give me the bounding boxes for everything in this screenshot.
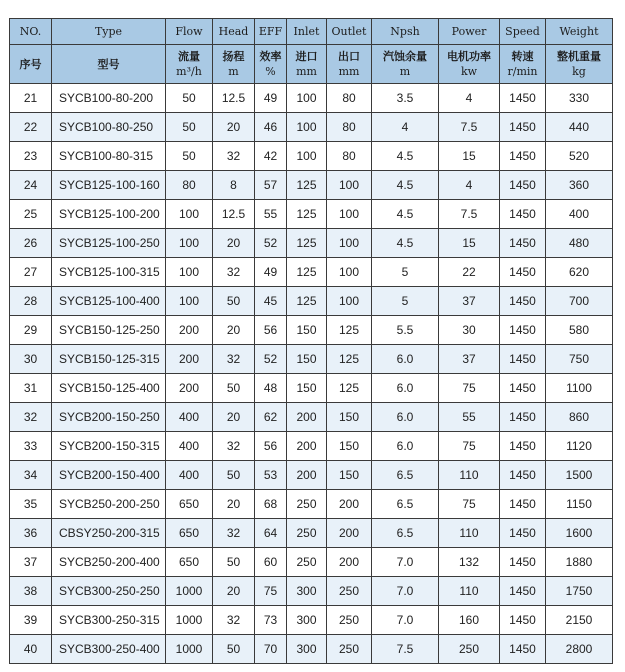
cell-inlet: 125	[287, 171, 327, 200]
cell-type: SYCB100-80-200	[52, 84, 166, 113]
header-inlet: Inlet	[287, 19, 327, 45]
cell-outlet: 100	[327, 200, 372, 229]
cell-inlet: 250	[287, 548, 327, 577]
cell-flow: 50	[166, 113, 213, 142]
cell-eff: 56	[255, 432, 287, 461]
cell-inlet: 150	[287, 345, 327, 374]
cell-weight: 440	[546, 113, 613, 142]
cell-flow: 400	[166, 403, 213, 432]
cell-type: SYCB125-100-200	[52, 200, 166, 229]
cell-npsh: 6.0	[372, 403, 439, 432]
header-zh-name: 进口	[295, 50, 318, 63]
cell-type: SYCB300-250-315	[52, 606, 166, 635]
cell-no: 26	[10, 229, 52, 258]
cell-power: 75	[439, 374, 500, 403]
cell-outlet: 150	[327, 432, 372, 461]
cell-flow: 1000	[166, 635, 213, 664]
cell-head: 8	[213, 171, 255, 200]
cell-speed: 1450	[500, 345, 546, 374]
pump-spec-table	[9, 18, 613, 664]
table-row	[10, 113, 613, 142]
cell-npsh: 4.5	[372, 171, 439, 200]
header-head: Head	[213, 19, 255, 45]
cell-inlet: 100	[287, 113, 327, 142]
header-zh-unit: %	[265, 65, 276, 78]
cell-speed: 1450	[500, 577, 546, 606]
cell-speed: 1450	[500, 548, 546, 577]
cell-flow: 1000	[166, 577, 213, 606]
header-zh-name: 出口	[338, 50, 360, 63]
cell-speed: 1450	[500, 606, 546, 635]
cell-head: 32	[213, 345, 255, 374]
cell-weight: 400	[546, 200, 613, 229]
cell-type: SYCB150-125-400	[52, 374, 166, 403]
cell-power: 110	[439, 519, 500, 548]
cell-weight: 1880	[546, 548, 613, 577]
header-zh-speed	[500, 45, 546, 84]
cell-head: 32	[213, 258, 255, 287]
cell-speed: 1450	[500, 316, 546, 345]
cell-speed: 1450	[500, 490, 546, 519]
cell-outlet: 200	[327, 490, 372, 519]
cell-no: 33	[10, 432, 52, 461]
cell-eff: 49	[255, 84, 287, 113]
header-zh-name: 扬程	[222, 50, 245, 63]
cell-npsh: 4.5	[372, 229, 439, 258]
cell-outlet: 100	[327, 287, 372, 316]
cell-power: 160	[439, 606, 500, 635]
header-zh-unit: m	[399, 65, 411, 78]
cell-weight: 330	[546, 84, 613, 113]
cell-outlet: 125	[327, 374, 372, 403]
header-zh-type	[52, 45, 166, 84]
cell-type: SYCB300-250-400	[52, 635, 166, 664]
cell-weight: 860	[546, 403, 613, 432]
cell-no: 36	[10, 519, 52, 548]
header-zh-name: 型号	[97, 57, 120, 71]
header-zh-name: 转速	[511, 50, 534, 63]
cell-npsh: 6.5	[372, 461, 439, 490]
cell-no: 25	[10, 200, 52, 229]
cell-flow: 650	[166, 548, 213, 577]
cell-weight: 2150	[546, 606, 613, 635]
cell-outlet: 250	[327, 606, 372, 635]
cell-power: 132	[439, 548, 500, 577]
cell-weight: 1100	[546, 374, 613, 403]
cell-inlet: 200	[287, 403, 327, 432]
cell-eff: 75	[255, 577, 287, 606]
table-row	[10, 403, 613, 432]
cell-type: SYCB250-200-250	[52, 490, 166, 519]
cell-eff: 60	[255, 548, 287, 577]
table-row	[10, 258, 613, 287]
cell-head: 20	[213, 490, 255, 519]
cell-npsh: 6.0	[372, 345, 439, 374]
cell-head: 50	[213, 461, 255, 490]
cell-weight: 1600	[546, 519, 613, 548]
cell-no: 37	[10, 548, 52, 577]
cell-power: 7.5	[439, 200, 500, 229]
cell-head: 20	[213, 577, 255, 606]
header-zh-flow	[166, 45, 213, 84]
cell-eff: 57	[255, 171, 287, 200]
cell-flow: 100	[166, 287, 213, 316]
cell-head: 20	[213, 316, 255, 345]
cell-speed: 1450	[500, 200, 546, 229]
cell-speed: 1450	[500, 258, 546, 287]
header-no: NO.	[10, 19, 52, 45]
cell-inlet: 100	[287, 142, 327, 171]
cell-no: 34	[10, 461, 52, 490]
table-row	[10, 287, 613, 316]
cell-power: 15	[439, 142, 500, 171]
cell-head: 12.5	[213, 200, 255, 229]
header-zh-unit: r/min	[507, 65, 538, 78]
cell-npsh: 4.5	[372, 142, 439, 171]
cell-weight: 750	[546, 345, 613, 374]
cell-power: 22	[439, 258, 500, 287]
cell-type: SYCB125-100-160	[52, 171, 166, 200]
cell-eff: 48	[255, 374, 287, 403]
cell-weight: 360	[546, 171, 613, 200]
cell-head: 50	[213, 374, 255, 403]
cell-no: 35	[10, 490, 52, 519]
cell-weight: 580	[546, 316, 613, 345]
cell-inlet: 300	[287, 635, 327, 664]
cell-no: 32	[10, 403, 52, 432]
cell-speed: 1450	[500, 432, 546, 461]
cell-eff: 53	[255, 461, 287, 490]
cell-no: 39	[10, 606, 52, 635]
cell-outlet: 250	[327, 577, 372, 606]
cell-outlet: 250	[327, 635, 372, 664]
cell-eff: 46	[255, 113, 287, 142]
cell-flow: 650	[166, 519, 213, 548]
cell-inlet: 150	[287, 374, 327, 403]
cell-npsh: 7.0	[372, 548, 439, 577]
cell-no: 31	[10, 374, 52, 403]
cell-flow: 400	[166, 461, 213, 490]
cell-inlet: 125	[287, 258, 327, 287]
cell-eff: 62	[255, 403, 287, 432]
table-row	[10, 635, 613, 664]
header-zh-name: 汽蚀余量	[383, 50, 427, 63]
cell-inlet: 200	[287, 461, 327, 490]
cell-outlet: 100	[327, 258, 372, 287]
table-row	[10, 229, 613, 258]
cell-speed: 1450	[500, 403, 546, 432]
header-zh-weight	[546, 45, 613, 84]
header-zh-name: 效率	[259, 50, 282, 63]
cell-npsh: 7.0	[372, 606, 439, 635]
cell-inlet: 100	[287, 84, 327, 113]
cell-weight: 2800	[546, 635, 613, 664]
cell-eff: 52	[255, 345, 287, 374]
cell-inlet: 300	[287, 577, 327, 606]
header-zh-name: 整机重量	[557, 50, 601, 63]
cell-speed: 1450	[500, 635, 546, 664]
header-zh-unit: kg	[572, 65, 586, 78]
cell-flow: 80	[166, 171, 213, 200]
cell-npsh: 5	[372, 258, 439, 287]
cell-speed: 1450	[500, 113, 546, 142]
cell-eff: 52	[255, 229, 287, 258]
cell-outlet: 150	[327, 461, 372, 490]
header-flow: Flow	[166, 19, 213, 45]
cell-head: 12.5	[213, 84, 255, 113]
cell-no: 30	[10, 345, 52, 374]
header-zh-power	[439, 45, 500, 84]
cell-power: 37	[439, 345, 500, 374]
cell-no: 24	[10, 171, 52, 200]
cell-inlet: 150	[287, 316, 327, 345]
header-zh-unit: mm	[296, 65, 317, 78]
table-row	[10, 84, 613, 113]
header-zh-name: 流量	[178, 50, 200, 63]
cell-type: SYCB200-150-250	[52, 403, 166, 432]
cell-weight: 1120	[546, 432, 613, 461]
table-row	[10, 316, 613, 345]
cell-type: SYCB100-80-315	[52, 142, 166, 171]
cell-outlet: 100	[327, 171, 372, 200]
cell-outlet: 80	[327, 84, 372, 113]
cell-type: SYCB125-100-400	[52, 287, 166, 316]
cell-npsh: 7.0	[372, 577, 439, 606]
cell-inlet: 250	[287, 519, 327, 548]
table-row	[10, 606, 613, 635]
header-zh-unit: mm	[338, 65, 360, 78]
cell-head: 20	[213, 113, 255, 142]
cell-outlet: 125	[327, 316, 372, 345]
cell-eff: 64	[255, 519, 287, 548]
cell-type: SYCB200-150-315	[52, 432, 166, 461]
cell-speed: 1450	[500, 461, 546, 490]
cell-power: 30	[439, 316, 500, 345]
header-row-english	[10, 19, 613, 45]
cell-type: SYCB125-100-315	[52, 258, 166, 287]
cell-flow: 200	[166, 316, 213, 345]
cell-npsh: 4.5	[372, 200, 439, 229]
cell-power: 4	[439, 84, 500, 113]
cell-outlet: 100	[327, 229, 372, 258]
header-eff: EFF	[255, 19, 287, 45]
header-zh-name: 序号	[19, 57, 42, 71]
cell-no: 29	[10, 316, 52, 345]
cell-head: 50	[213, 635, 255, 664]
cell-eff: 70	[255, 635, 287, 664]
cell-head: 20	[213, 403, 255, 432]
cell-flow: 400	[166, 432, 213, 461]
cell-type: CBSY250-200-315	[52, 519, 166, 548]
cell-no: 28	[10, 287, 52, 316]
cell-type: SYCB200-150-400	[52, 461, 166, 490]
cell-head: 32	[213, 432, 255, 461]
cell-type: SYCB150-125-250	[52, 316, 166, 345]
cell-power: 55	[439, 403, 500, 432]
cell-outlet: 150	[327, 403, 372, 432]
header-speed: Speed	[500, 19, 546, 45]
cell-npsh: 6.0	[372, 432, 439, 461]
cell-inlet: 125	[287, 200, 327, 229]
header-type: Type	[52, 19, 166, 45]
cell-eff: 45	[255, 287, 287, 316]
cell-npsh: 6.5	[372, 519, 439, 548]
cell-npsh: 3.5	[372, 84, 439, 113]
cell-flow: 100	[166, 229, 213, 258]
cell-no: 27	[10, 258, 52, 287]
cell-outlet: 200	[327, 519, 372, 548]
cell-flow: 100	[166, 200, 213, 229]
table-row	[10, 374, 613, 403]
header-zh-head	[213, 45, 255, 84]
cell-outlet: 80	[327, 142, 372, 171]
header-zh-no	[10, 45, 52, 84]
cell-weight: 1150	[546, 490, 613, 519]
cell-eff: 55	[255, 200, 287, 229]
table-body	[10, 84, 613, 664]
header-weight: Weight	[546, 19, 613, 45]
cell-outlet: 125	[327, 345, 372, 374]
cell-npsh: 6.0	[372, 374, 439, 403]
cell-weight: 480	[546, 229, 613, 258]
cell-power: 4	[439, 171, 500, 200]
cell-speed: 1450	[500, 229, 546, 258]
table-row	[10, 461, 613, 490]
cell-no: 23	[10, 142, 52, 171]
cell-power: 37	[439, 287, 500, 316]
cell-type: SYCB300-250-250	[52, 577, 166, 606]
cell-type: SYCB250-200-400	[52, 548, 166, 577]
cell-weight: 700	[546, 287, 613, 316]
cell-speed: 1450	[500, 287, 546, 316]
table-row	[10, 200, 613, 229]
cell-eff: 42	[255, 142, 287, 171]
cell-power: 15	[439, 229, 500, 258]
cell-type: SYCB125-100-250	[52, 229, 166, 258]
cell-head: 32	[213, 606, 255, 635]
cell-power: 7.5	[439, 113, 500, 142]
table-row	[10, 577, 613, 606]
cell-speed: 1450	[500, 171, 546, 200]
cell-inlet: 125	[287, 229, 327, 258]
cell-power: 110	[439, 461, 500, 490]
cell-power: 75	[439, 432, 500, 461]
cell-inlet: 125	[287, 287, 327, 316]
cell-weight: 1750	[546, 577, 613, 606]
header-zh-unit: kw	[460, 65, 478, 78]
cell-weight: 520	[546, 142, 613, 171]
cell-type: SYCB100-80-250	[52, 113, 166, 142]
header-zh-inlet	[287, 45, 327, 84]
cell-speed: 1450	[500, 84, 546, 113]
cell-weight: 620	[546, 258, 613, 287]
cell-npsh: 5.5	[372, 316, 439, 345]
cell-no: 22	[10, 113, 52, 142]
cell-inlet: 250	[287, 490, 327, 519]
cell-head: 20	[213, 229, 255, 258]
cell-head: 50	[213, 287, 255, 316]
header-zh-unit: m³/h	[176, 65, 202, 78]
header-row-chinese	[10, 45, 613, 84]
cell-eff: 73	[255, 606, 287, 635]
cell-head: 32	[213, 519, 255, 548]
header-npsh: Npsh	[372, 19, 439, 45]
cell-outlet: 200	[327, 548, 372, 577]
table-row	[10, 519, 613, 548]
header-zh-name: 电机功率	[447, 50, 491, 63]
header-zh-eff	[255, 45, 287, 84]
cell-eff: 49	[255, 258, 287, 287]
cell-speed: 1450	[500, 519, 546, 548]
header-zh-npsh	[372, 45, 439, 84]
cell-flow: 200	[166, 374, 213, 403]
cell-flow: 650	[166, 490, 213, 519]
cell-eff: 68	[255, 490, 287, 519]
cell-outlet: 80	[327, 113, 372, 142]
cell-flow: 50	[166, 142, 213, 171]
cell-flow: 50	[166, 84, 213, 113]
cell-inlet: 200	[287, 432, 327, 461]
cell-speed: 1450	[500, 374, 546, 403]
header-outlet: Outlet	[327, 19, 372, 45]
cell-type: SYCB150-125-315	[52, 345, 166, 374]
cell-head: 50	[213, 548, 255, 577]
header-zh-outlet	[327, 45, 372, 84]
cell-power: 110	[439, 577, 500, 606]
cell-no: 21	[10, 84, 52, 113]
cell-eff: 56	[255, 316, 287, 345]
table-row	[10, 432, 613, 461]
table-row	[10, 548, 613, 577]
cell-npsh: 7.5	[372, 635, 439, 664]
cell-head: 32	[213, 142, 255, 171]
cell-flow: 200	[166, 345, 213, 374]
cell-npsh: 6.5	[372, 490, 439, 519]
cell-npsh: 5	[372, 287, 439, 316]
cell-power: 250	[439, 635, 500, 664]
cell-speed: 1450	[500, 142, 546, 171]
cell-flow: 100	[166, 258, 213, 287]
cell-flow: 1000	[166, 606, 213, 635]
cell-weight: 1500	[546, 461, 613, 490]
header-zh-unit: m	[228, 65, 239, 78]
cell-power: 75	[439, 490, 500, 519]
header-power: Power	[439, 19, 500, 45]
table-row	[10, 142, 613, 171]
table-row	[10, 171, 613, 200]
table-row	[10, 345, 613, 374]
cell-no: 38	[10, 577, 52, 606]
table-row	[10, 490, 613, 519]
cell-npsh: 4	[372, 113, 439, 142]
cell-no: 40	[10, 635, 52, 664]
cell-inlet: 300	[287, 606, 327, 635]
